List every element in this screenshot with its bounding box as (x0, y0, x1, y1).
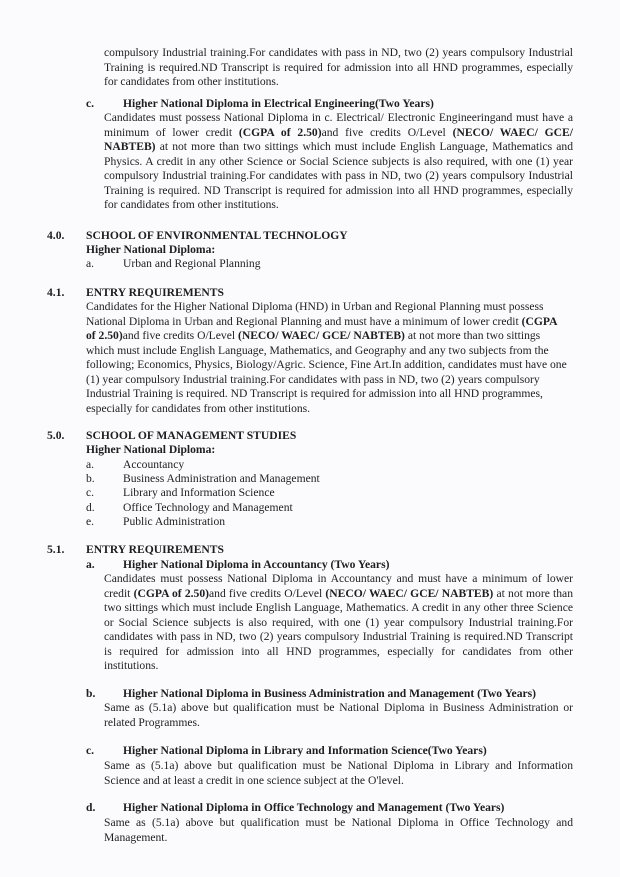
subsection-heading: Higher National Diploma in Electrical Engineering(Two Years) (123, 97, 434, 110)
library-science-paragraph (104, 759, 573, 788)
business-admin-paragraph (104, 701, 573, 730)
bold-text: (NECO/ WAEC/ GCE/ NABTEB) (237, 329, 405, 342)
item-letter: b. (86, 687, 96, 700)
text-run: and five credits O/Level (209, 586, 326, 600)
urban-planning-paragraph (86, 300, 568, 416)
section-heading: ENTRY REQUIREMENTS (86, 543, 224, 556)
list-item: Business Administration and Management (123, 472, 320, 485)
subsection-heading: Higher National Diploma in Accountancy (Two Years) (123, 558, 390, 571)
text-run: at not more than two sittings which must include English Language, Mathematics, and Geography and any two subjects from the following; Economics, Physics, Biology/Agric. Science, Fine Art.In addition, candidates must have one (1) year compulsory Industrial training.For candidates with pass in ND, two (2) years compulsory Industrial Training is required. ND Transcript is required for admission into all HND programmes, especially for candidates from other institutions. (86, 329, 567, 415)
list-item-letter: a. (86, 257, 95, 270)
subsection-heading: Higher National Diploma in Library and Information Science(Two Years) (123, 744, 487, 757)
text-run: Same as (5.1a) above but qualification must be National Diploma in Office Technology and Management. (104, 816, 573, 844)
section-heading: SCHOOL OF ENVIRONMENTAL TECHNOLOGY (86, 229, 348, 242)
section-number: 4.1. (47, 286, 65, 299)
bold-text: (CGPA of 2.50) (238, 125, 322, 139)
text-run: Same as (5.1a) above but qualification must be National Diploma in Business Administration or related Programmes. (104, 701, 573, 729)
text-run: at not more than two sittings which must include English Language, Mathematics. A credit in any other three Science or Social Science subjects is also required, with one (1) year compulsory Industrial training.For candidates with pass in ND, two (2) years compulsory Industrial Training is required.ND Transcript is required for admission into all HND programmes, especially for candidates from other institutions. (104, 586, 573, 672)
list-item-letter: e. (86, 515, 95, 528)
section-heading: ENTRY REQUIREMENTS (86, 286, 224, 299)
bold-text: (CGPA of 2.50) (86, 314, 557, 342)
subsection-heading: Higher National Diploma in Office Technology and Management (Two Years) (123, 801, 505, 814)
section-number: 5.1. (47, 543, 65, 556)
list-item-letter: b. (86, 472, 95, 485)
item-letter: c. (86, 744, 95, 757)
subsection-heading: Higher National Diploma in Business Administration and Management (Two Years) (123, 687, 537, 700)
list-item: Urban and Regional Planning (123, 257, 261, 270)
text-run: Candidates for the Higher National Diploma (HND) in Urban and Regional Planning must possess National Diploma in Urban and Regional Planning and must have a minimum of lower credit (86, 300, 544, 328)
text-run: compulsory Industrial training.For candidates with pass in ND, two (2) years compulsory Industrial Training is required.ND Transcript is required for admission into all HND programmes, especially for candidates from other institutions. (104, 46, 573, 88)
text-run: and five credits O/Level (122, 329, 238, 342)
item-letter: a. (86, 558, 95, 571)
text-run: Candidates must possess National Diploma in Accountancy and must have a minimum of lower credit (104, 572, 573, 600)
list-item: Library and Information Science (123, 486, 275, 499)
list-item-letter: c. (86, 486, 95, 499)
electrical-engineering-paragraph (104, 111, 573, 213)
item-letter: c. (86, 97, 95, 110)
section-subtitle: Higher National Diploma: (86, 243, 216, 256)
accountancy-paragraph (104, 572, 573, 674)
list-item: Accountancy (123, 458, 185, 471)
intro-paragraph (104, 46, 573, 90)
office-technology-paragraph (104, 816, 573, 845)
bold-text: (NECO/ WAEC/ GCE/ NABTEB) (325, 586, 494, 600)
text-run: and five credits O/Level (321, 125, 453, 139)
bold-text: (CGPA of 2.50) (133, 586, 209, 600)
text-run: at not more than two sittings which must include English Language, Mathematics and Physics. A credit in any other Science or Social Science subjects is also required, with one (1) year compulsory Industrial training.For candidates with pass in ND, two (2) years compulsory Industrial Training is required. ND Transcript is required for admission into all HND programmes, especially for candidates from other institutions. (104, 140, 573, 211)
list-item: Office Technology and Management (123, 501, 293, 514)
text-run: Candidates must possess National Diploma in c. Electrical/ Electronic Engineeringand must have a minimum of lower credit (104, 111, 573, 139)
section-subtitle: Higher National Diploma: (86, 443, 216, 456)
list-item-letter: d. (86, 501, 95, 514)
bold-text: (NECO/ WAEC/ GCE/ NABTEB) (104, 125, 573, 153)
list-item-letter: a. (86, 458, 95, 471)
item-letter: d. (86, 801, 96, 814)
section-number: 4.0. (47, 229, 65, 242)
text-run: Same as (5.1a) above but qualification must be National Diploma in Library and Information Science and at least a credit in one science subject at the O'level. (104, 759, 573, 787)
section-heading: SCHOOL OF MANAGEMENT STUDIES (86, 429, 297, 442)
section-number: 5.0. (47, 429, 65, 442)
list-item: Public Administration (123, 515, 226, 528)
